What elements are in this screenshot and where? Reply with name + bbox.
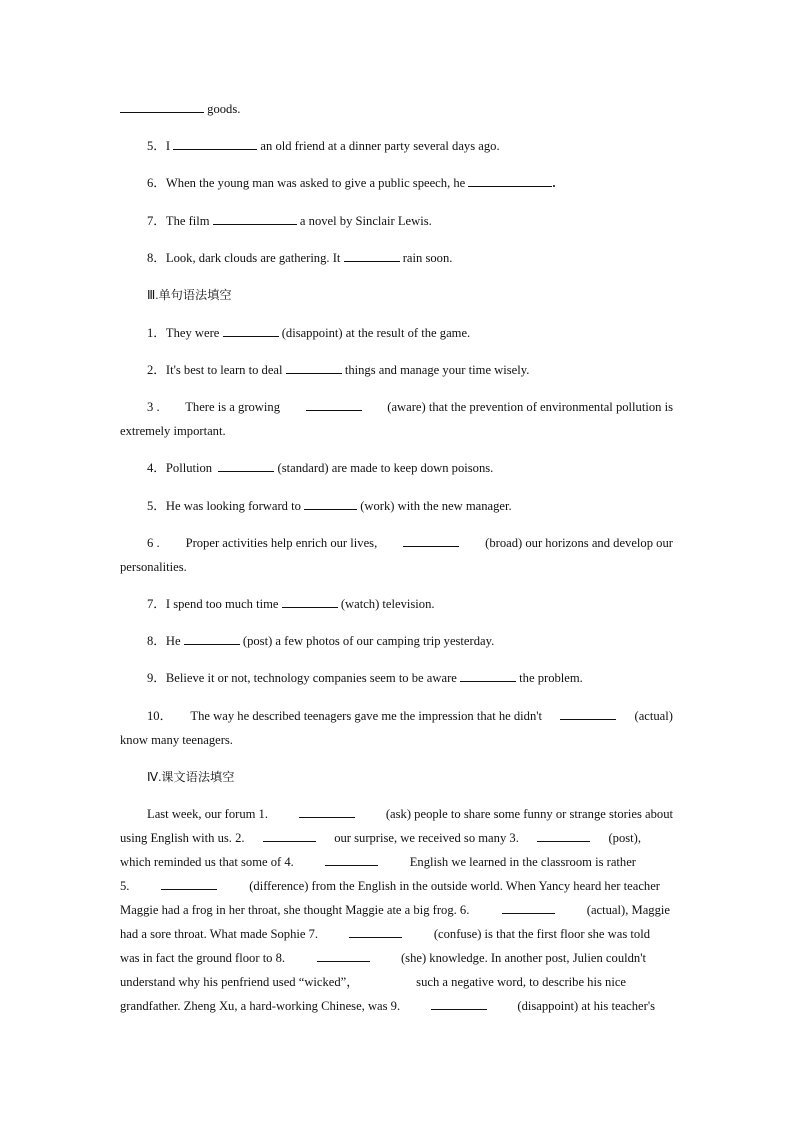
answer-blank[interactable] [460,670,516,682]
s3-item-10-line-2: know many teenagers. [120,733,233,747]
passage-line-1: Last week, our forum 1. (ask) people to share some funny or strange stories about [147,807,673,821]
answer-blank-5[interactable] [161,878,217,890]
passage-line-4: 5. (difference) from the English in the outside world. When Yancy heard her teacher [120,879,660,893]
answer-blank[interactable] [304,498,357,510]
passage-line-3: which reminded us that some of 4. English we learned in the classroom is rather [120,855,636,869]
answer-blank[interactable] [286,362,342,374]
answer-blank-6[interactable] [502,902,555,914]
s3-item-5: 5．He was looking forward to (work) with the new manager. [147,499,512,513]
answer-blank[interactable] [184,633,240,645]
s3-item-10: 10． The way he described teenagers gave me the impression that he didn't (actual) [147,709,673,723]
passage-line-6: had a sore throat. What made Sophie 7. (confuse) is that the first floor she was told [120,927,650,941]
item-7: 7．The film a novel by Sinclair Lewis. [147,214,432,228]
s3-item-1: 1．They were (disappoint) at the result of the game. [147,326,471,340]
item-8: 8．Look, dark clouds are gathering. It rain soon. [147,251,453,265]
answer-blank[interactable] [403,535,459,547]
answer-blank[interactable] [213,213,297,225]
answer-blank-7[interactable] [349,926,402,938]
answer-blank[interactable] [223,325,279,337]
section-4-heading: Ⅳ.课文语法填空 [147,770,235,784]
item-6: 6．When the young man was asked to give a public speech, he . [147,176,556,190]
passage-line-5: Maggie had a frog in her throat, she thought Maggie ate a big frog. 6. (actual), Maggie [120,903,670,917]
answer-blank-9[interactable] [431,998,487,1010]
answer-blank-8[interactable] [317,950,370,962]
passage-line-8: understand why his penfriend used “wicked”， such a negative word, to describe his nice [120,975,626,989]
s3-item-3: 3 . There is a growing (aware) that the prevention of environmental pollution is [147,400,673,414]
s3-item-6: 6 . Proper activities help enrich our lives, (broad) our horizons and develop our [147,536,673,550]
answer-blank[interactable] [468,175,552,187]
s3-item-6-line-2: personalities. [120,560,187,574]
item-4-continuation: goods. [120,101,240,117]
s3-item-7: 7．I spend too much time (watch) television. [147,597,435,611]
section-3-heading: Ⅲ.单句语法填空 [147,288,232,302]
answer-blank-3[interactable] [537,830,590,842]
s3-item-3-line-2: extremely important. [120,424,226,438]
answer-blank[interactable] [344,250,400,262]
answer-blank[interactable] [560,708,616,720]
s3-item-2: 2．It's best to learn to deal things and manage your time wisely. [147,363,530,377]
passage-line-2: using English with us. 2. our surprise, we received so many 3. (post), [120,831,641,845]
s3-item-9: 9．Believe it or not, technology companies seem to be aware the problem. [147,671,583,685]
passage-line-7: was in fact the ground floor to 8. (she) knowledge. In another post, Julien couldn't [120,951,646,965]
answer-blank-2[interactable] [263,830,316,842]
answer-blank[interactable] [173,138,257,150]
answer-blank-1[interactable] [299,806,355,818]
answer-blank[interactable] [120,101,204,113]
answer-blank-4[interactable] [325,854,378,866]
answer-blank[interactable] [306,399,362,411]
item-5: 5．I an old friend at a dinner party several days ago. [147,139,500,153]
s3-item-4: 4．Pollution (standard) are made to keep down poisons. [147,461,494,475]
answer-blank[interactable] [218,460,274,472]
passage-line-9: grandfather. Zheng Xu, a hard-working Chinese, was 9. (disappoint) at his teacher's [120,999,655,1013]
s3-item-8: 8．He (post) a few photos of our camping trip yesterday. [147,634,495,648]
answer-blank[interactable] [282,596,338,608]
